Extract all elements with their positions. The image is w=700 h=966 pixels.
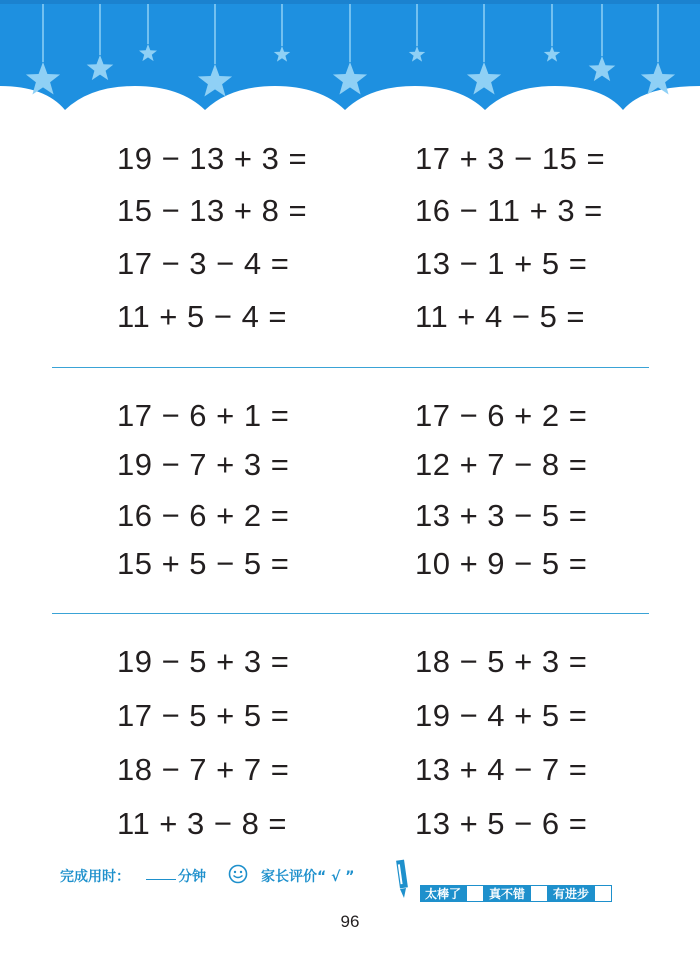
- equation: 18 − 5 + 3 =: [415, 644, 588, 679]
- star-banner: [0, 0, 700, 115]
- equation: 13 + 3 − 5 =: [415, 498, 588, 533]
- rating-boxes: [420, 885, 612, 902]
- equation: 15 − 13 + 8 =: [117, 193, 308, 228]
- equation: 11 + 4 − 5 =: [415, 299, 586, 334]
- equation: 11 + 3 − 8 =: [117, 806, 288, 841]
- equation: 16 − 11 + 3 =: [415, 193, 603, 228]
- rating-label-improved: 有进步: [548, 885, 594, 902]
- equation: 17 + 3 − 15 =: [415, 141, 606, 176]
- equation: 11 + 5 − 4 =: [117, 299, 288, 334]
- equation: 17 − 5 + 5 =: [117, 698, 290, 733]
- minutes-label: 分钟: [178, 869, 206, 885]
- equation: 12 + 7 − 8 =: [415, 447, 588, 482]
- pencil-icon: [394, 858, 410, 900]
- equation: 15 + 5 − 5 =: [117, 546, 290, 581]
- page-number: 96: [340, 912, 360, 931]
- parent-evaluation-label: 家长评价“ √ ”: [261, 869, 355, 885]
- equation: 13 + 4 − 7 =: [415, 752, 588, 787]
- rating-checkbox-improved[interactable]: [594, 885, 612, 902]
- equation: 16 − 6 + 2 =: [117, 498, 290, 533]
- rating-checkbox-great[interactable]: [466, 885, 484, 902]
- equation: 10 + 9 − 5 =: [415, 546, 588, 581]
- smiley-icon: [228, 864, 248, 884]
- completion-time-label: 完成用时：: [60, 869, 130, 885]
- equation: 13 − 1 + 5 =: [415, 246, 588, 281]
- equation: 19 − 13 + 3 =: [117, 141, 308, 176]
- section-divider: [52, 613, 649, 614]
- rating-label-good: 真不错: [484, 885, 530, 902]
- rating-label-great: 太棒了: [420, 885, 466, 902]
- equation: 18 − 7 + 7 =: [117, 752, 290, 787]
- equation: 17 − 6 + 1 =: [117, 398, 290, 433]
- time-blank-line[interactable]: [146, 879, 176, 880]
- section-divider: [52, 367, 649, 368]
- equation: 17 − 6 + 2 =: [415, 398, 588, 433]
- equation: 19 − 7 + 3 =: [117, 447, 290, 482]
- rating-checkbox-good[interactable]: [530, 885, 548, 902]
- footer: [0, 858, 700, 901]
- equation: 17 − 3 − 4 =: [117, 246, 290, 281]
- equation: 19 − 4 + 5 =: [415, 698, 588, 733]
- equation: 13 + 5 − 6 =: [415, 806, 588, 841]
- equation: 19 − 5 + 3 =: [117, 644, 290, 679]
